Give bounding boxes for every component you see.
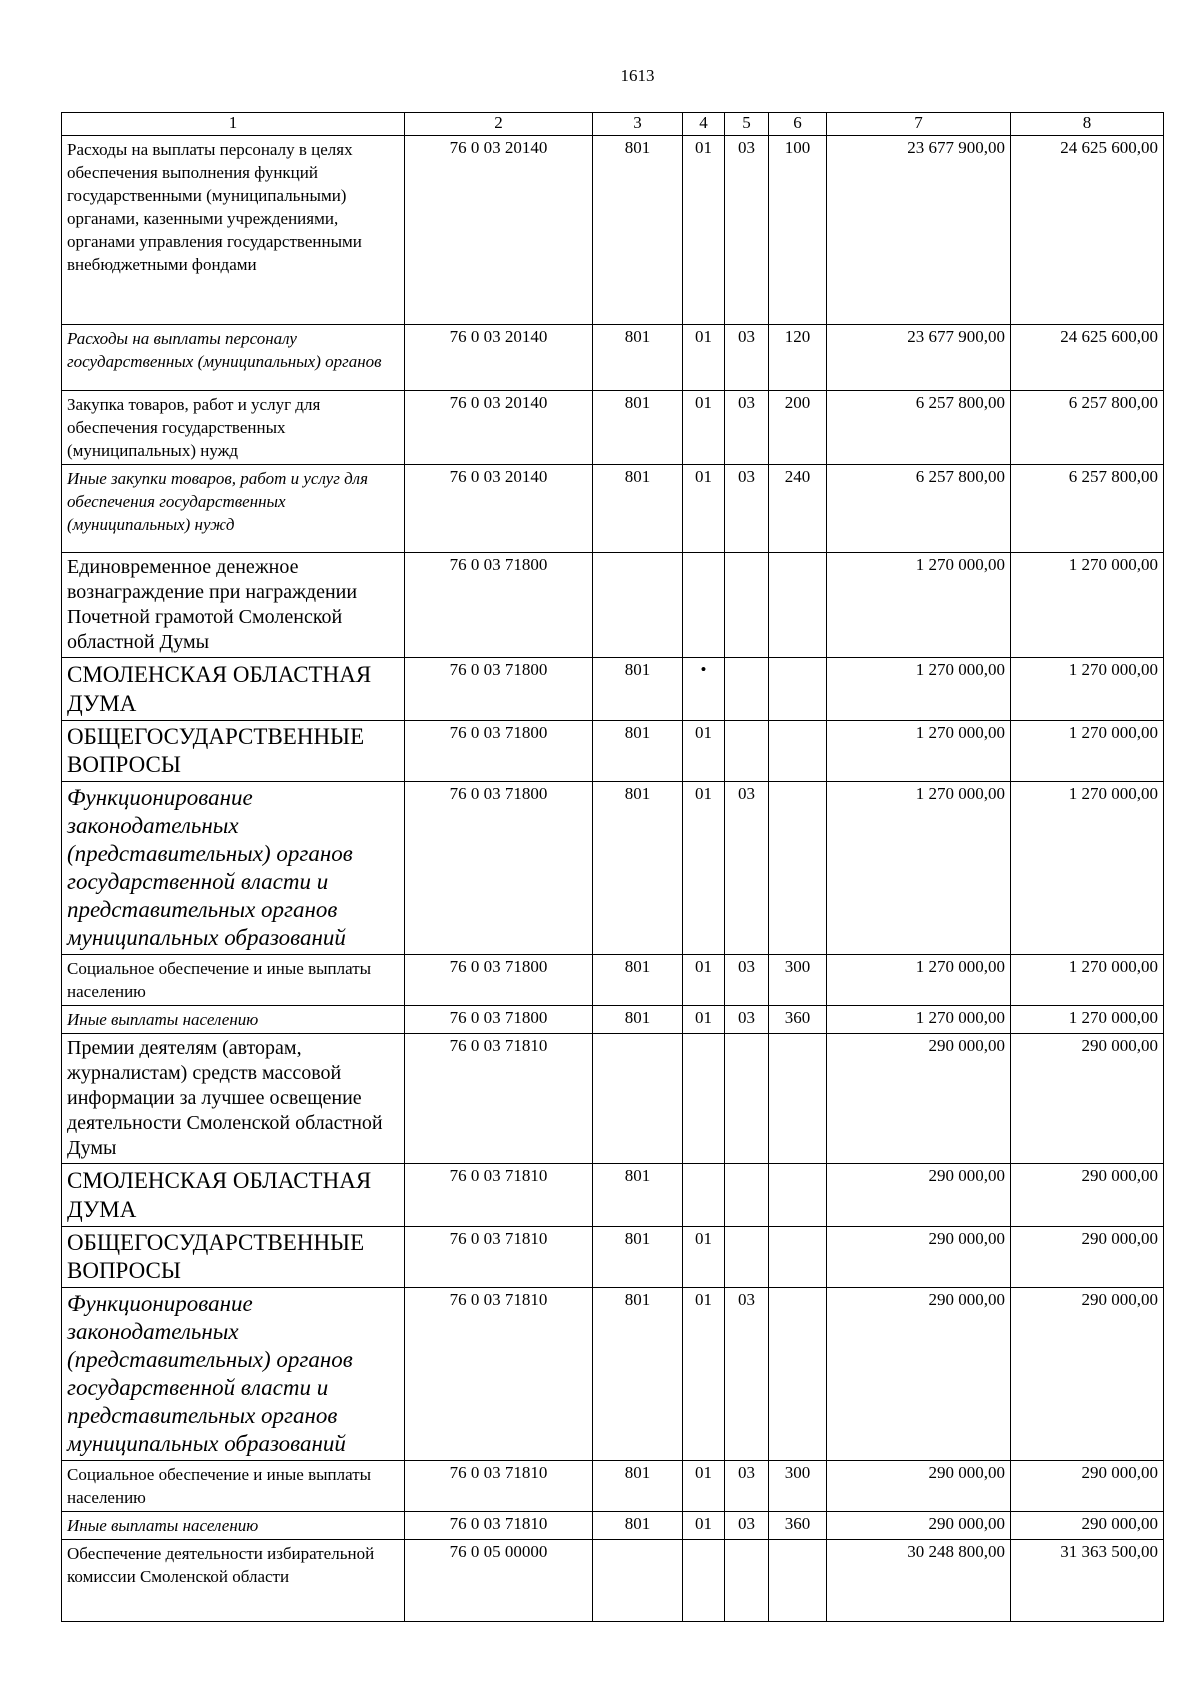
- amount-year-2: 290 000,00: [1011, 1461, 1164, 1512]
- target-article-code: 76 0 03 71810: [405, 1034, 593, 1164]
- amount-year-1: 1 270 000,00: [827, 782, 1011, 955]
- table-row: [62, 1006, 1164, 1034]
- amount-year-2: 6 257 800,00: [1011, 465, 1164, 553]
- column-header: 5: [725, 113, 769, 136]
- department-code: [593, 1540, 683, 1622]
- table-row: [62, 1461, 1164, 1512]
- table-row: [62, 1288, 1164, 1461]
- target-article-code: 76 0 03 71800: [405, 955, 593, 1006]
- target-article-code: 76 0 03 20140: [405, 465, 593, 553]
- section-code: [683, 1034, 725, 1164]
- department-code: 801: [593, 658, 683, 721]
- row-name: Закупка товаров, работ и услуг для обеспечения государственных (муниципальных) нужд: [62, 391, 405, 465]
- section-code: •: [683, 658, 725, 721]
- row-name: Иные закупки товаров, работ и услуг для обеспечения государственных (муниципальных) нужд: [62, 465, 405, 553]
- subsection-code: [725, 1034, 769, 1164]
- amount-year-2: 6 257 800,00: [1011, 391, 1164, 465]
- amount-year-1: 23 677 900,00: [827, 325, 1011, 391]
- column-header: 7: [827, 113, 1011, 136]
- section-code: 01: [683, 465, 725, 553]
- expense-type-code: 300: [769, 1461, 827, 1512]
- table-row: [62, 1034, 1164, 1164]
- expense-type-code: 200: [769, 391, 827, 465]
- expense-type-code: 360: [769, 1006, 827, 1034]
- amount-year-2: 1 270 000,00: [1011, 658, 1164, 721]
- department-code: 801: [593, 391, 683, 465]
- amount-year-1: 290 000,00: [827, 1512, 1011, 1540]
- subsection-code: 03: [725, 1006, 769, 1034]
- amount-year-1: 290 000,00: [827, 1227, 1011, 1288]
- section-code: 01: [683, 391, 725, 465]
- section-code: [683, 1540, 725, 1622]
- amount-year-2: 31 363 500,00: [1011, 1540, 1164, 1622]
- section-code: [683, 553, 725, 658]
- amount-year-2: 24 625 600,00: [1011, 325, 1164, 391]
- expense-type-code: [769, 1288, 827, 1461]
- amount-year-1: 290 000,00: [827, 1034, 1011, 1164]
- table-row: [62, 1164, 1164, 1227]
- row-name: Иные выплаты населению: [62, 1512, 405, 1540]
- row-name: Единовременное денежное вознаграждение при награждении Почетной грамотой Смоленской областной Думы: [62, 553, 405, 658]
- department-code: 801: [593, 465, 683, 553]
- row-name: СМОЛЕНСКАЯ ОБЛАСТНАЯ ДУМА: [62, 658, 405, 721]
- amount-year-1: 6 257 800,00: [827, 391, 1011, 465]
- row-name: ОБЩЕГОСУДАРСТВЕННЫЕ ВОПРОСЫ: [62, 721, 405, 782]
- section-code: 01: [683, 1006, 725, 1034]
- amount-year-1: 1 270 000,00: [827, 1006, 1011, 1034]
- amount-year-1: 290 000,00: [827, 1461, 1011, 1512]
- amount-year-2: 1 270 000,00: [1011, 553, 1164, 658]
- table-row: [62, 658, 1164, 721]
- section-code: 01: [683, 782, 725, 955]
- section-code: [683, 1164, 725, 1227]
- table-row: [62, 955, 1164, 1006]
- section-code: 01: [683, 955, 725, 1006]
- target-article-code: 76 0 03 20140: [405, 391, 593, 465]
- amount-year-2: 1 270 000,00: [1011, 782, 1164, 955]
- department-code: 801: [593, 955, 683, 1006]
- subsection-code: [725, 721, 769, 782]
- row-name: Функционирование законодательных (представительных) органов государственной власти и представительных органов муниципальных образований: [62, 1288, 405, 1461]
- amount-year-2: 1 270 000,00: [1011, 1006, 1164, 1034]
- amount-year-2: 1 270 000,00: [1011, 721, 1164, 782]
- section-code: 01: [683, 1227, 725, 1288]
- table-row: [62, 721, 1164, 782]
- subsection-code: 03: [725, 391, 769, 465]
- table-row: [62, 553, 1164, 658]
- table-row: [62, 465, 1164, 553]
- target-article-code: 76 0 03 71800: [405, 782, 593, 955]
- row-name: Обеспечение деятельности избирательной комиссии Смоленской области: [62, 1540, 405, 1622]
- subsection-code: [725, 658, 769, 721]
- subsection-code: 03: [725, 1461, 769, 1512]
- department-code: 801: [593, 1164, 683, 1227]
- table-row: [62, 136, 1164, 325]
- subsection-code: [725, 1540, 769, 1622]
- table-body: [62, 136, 1164, 1622]
- table-row: [62, 1227, 1164, 1288]
- row-name: Расходы на выплаты персоналу государственных (муниципальных) органов: [62, 325, 405, 391]
- target-article-code: 76 0 03 71800: [405, 553, 593, 658]
- table-row: [62, 782, 1164, 955]
- target-article-code: 76 0 03 20140: [405, 136, 593, 325]
- amount-year-1: 1 270 000,00: [827, 553, 1011, 658]
- amount-year-2: 290 000,00: [1011, 1227, 1164, 1288]
- target-article-code: 76 0 03 71810: [405, 1461, 593, 1512]
- expense-type-code: [769, 1164, 827, 1227]
- department-code: 801: [593, 721, 683, 782]
- amount-year-2: 290 000,00: [1011, 1512, 1164, 1540]
- expense-type-code: [769, 1540, 827, 1622]
- department-code: 801: [593, 1227, 683, 1288]
- subsection-code: 03: [725, 325, 769, 391]
- expense-type-code: [769, 782, 827, 955]
- subsection-code: [725, 1227, 769, 1288]
- target-article-code: 76 0 03 71800: [405, 721, 593, 782]
- amount-year-1: 23 677 900,00: [827, 136, 1011, 325]
- department-code: 801: [593, 1461, 683, 1512]
- department-code: 801: [593, 782, 683, 955]
- target-article-code: 76 0 03 71810: [405, 1227, 593, 1288]
- table-row: [62, 1512, 1164, 1540]
- amount-year-1: 1 270 000,00: [827, 721, 1011, 782]
- section-code: 01: [683, 1288, 725, 1461]
- subsection-code: 03: [725, 136, 769, 325]
- target-article-code: 76 0 03 20140: [405, 325, 593, 391]
- section-code: 01: [683, 136, 725, 325]
- expense-type-code: [769, 553, 827, 658]
- table-row: [62, 325, 1164, 391]
- subsection-code: 03: [725, 465, 769, 553]
- row-name: ОБЩЕГОСУДАРСТВЕННЫЕ ВОПРОСЫ: [62, 1227, 405, 1288]
- target-article-code: 76 0 05 00000: [405, 1540, 593, 1622]
- expense-type-code: [769, 658, 827, 721]
- department-code: 801: [593, 1288, 683, 1461]
- department-code: 801: [593, 136, 683, 325]
- table-row: [62, 391, 1164, 465]
- subsection-code: [725, 1164, 769, 1227]
- column-header: 2: [405, 113, 593, 136]
- subsection-code: 03: [725, 1512, 769, 1540]
- department-code: [593, 553, 683, 658]
- column-header: 3: [593, 113, 683, 136]
- budget-table: [61, 112, 1164, 1622]
- section-code: 01: [683, 325, 725, 391]
- subsection-code: 03: [725, 955, 769, 1006]
- department-code: 801: [593, 1006, 683, 1034]
- amount-year-1: 1 270 000,00: [827, 955, 1011, 1006]
- column-header: 6: [769, 113, 827, 136]
- row-name: Функционирование законодательных (представительных) органов государственной власти и представительных органов муниципальных образований: [62, 782, 405, 955]
- target-article-code: 76 0 03 71800: [405, 1006, 593, 1034]
- subsection-code: [725, 553, 769, 658]
- amount-year-1: 290 000,00: [827, 1288, 1011, 1461]
- amount-year-2: 1 270 000,00: [1011, 955, 1164, 1006]
- expense-type-code: [769, 721, 827, 782]
- amount-year-2: 290 000,00: [1011, 1164, 1164, 1227]
- row-name: Премии деятелям (авторам, журналистам) средств массовой информации за лучшее освещение деятельности Смоленской областной Думы: [62, 1034, 405, 1164]
- department-code: 801: [593, 325, 683, 391]
- target-article-code: 76 0 03 71810: [405, 1288, 593, 1461]
- amount-year-1: 290 000,00: [827, 1164, 1011, 1227]
- subsection-code: 03: [725, 782, 769, 955]
- column-header: 4: [683, 113, 725, 136]
- expense-type-code: 240: [769, 465, 827, 553]
- table-row: [62, 1540, 1164, 1622]
- target-article-code: 76 0 03 71810: [405, 1164, 593, 1227]
- amount-year-2: 24 625 600,00: [1011, 136, 1164, 325]
- column-header: 1: [62, 113, 405, 136]
- column-header: 8: [1011, 113, 1164, 136]
- subsection-code: 03: [725, 1288, 769, 1461]
- department-code: 801: [593, 1512, 683, 1540]
- row-name: Иные выплаты населению: [62, 1006, 405, 1034]
- row-name: СМОЛЕНСКАЯ ОБЛАСТНАЯ ДУМА: [62, 1164, 405, 1227]
- amount-year-1: 30 248 800,00: [827, 1540, 1011, 1622]
- row-name: Социальное обеспечение и иные выплаты населению: [62, 955, 405, 1006]
- amount-year-1: 1 270 000,00: [827, 658, 1011, 721]
- row-name: Расходы на выплаты персоналу в целях обеспечения выполнения функций государственными (муниципальными) органами, казенными учреждениями, органами управления государственными внебюджетными фондами: [62, 136, 405, 325]
- section-code: 01: [683, 721, 725, 782]
- amount-year-1: 6 257 800,00: [827, 465, 1011, 553]
- page-number: 1613: [620, 66, 655, 85]
- section-code: 01: [683, 1461, 725, 1512]
- header-row: [62, 113, 1164, 136]
- expense-type-code: [769, 1034, 827, 1164]
- expense-type-code: 120: [769, 325, 827, 391]
- department-code: [593, 1034, 683, 1164]
- section-code: 01: [683, 1512, 725, 1540]
- amount-year-2: 290 000,00: [1011, 1288, 1164, 1461]
- target-article-code: 76 0 03 71810: [405, 1512, 593, 1540]
- target-article-code: 76 0 03 71800: [405, 658, 593, 721]
- expense-type-code: 100: [769, 136, 827, 325]
- expense-type-code: 300: [769, 955, 827, 1006]
- amount-year-2: 290 000,00: [1011, 1034, 1164, 1164]
- expense-type-code: 360: [769, 1512, 827, 1540]
- row-name: Социальное обеспечение и иные выплаты населению: [62, 1461, 405, 1512]
- expense-type-code: [769, 1227, 827, 1288]
